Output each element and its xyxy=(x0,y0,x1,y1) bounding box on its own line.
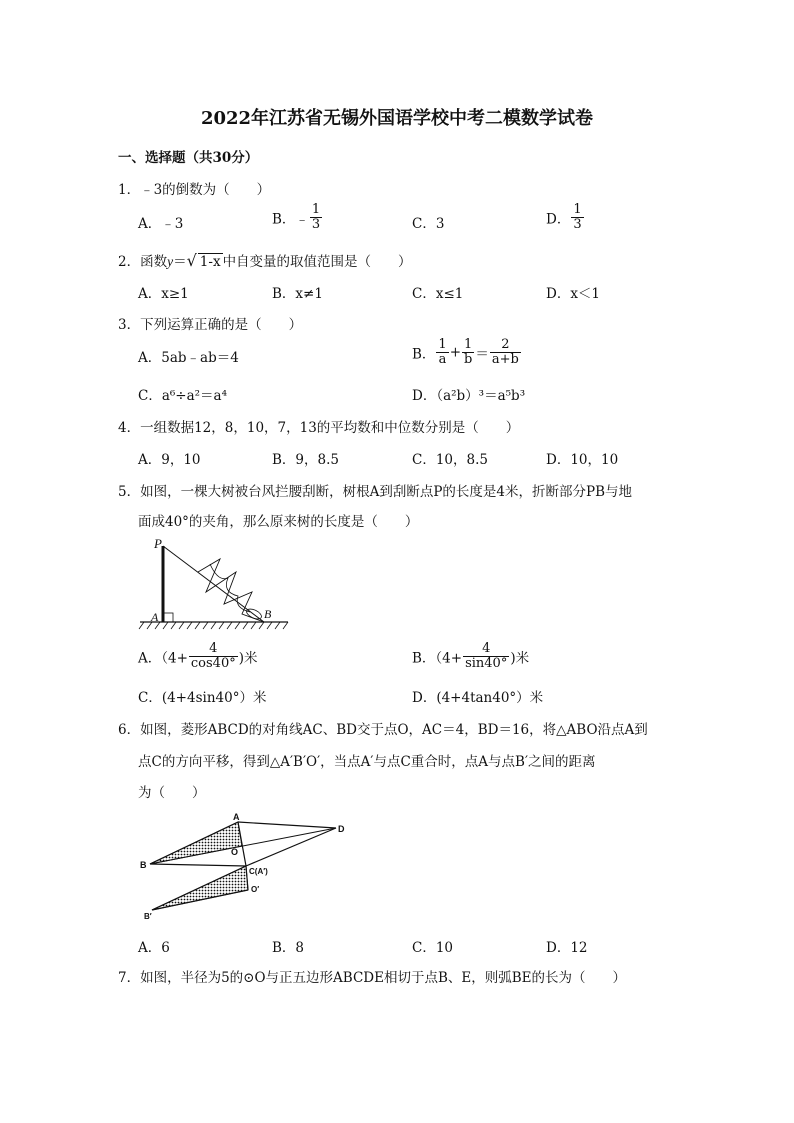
fig5-label-b: B xyxy=(264,607,272,621)
q6-option-d: D．12 xyxy=(546,940,588,956)
q1-b-fraction: $\frac{1}{3}$ xyxy=(311,202,321,232)
question-5-line1: 5．如图，一棵大树被台风拦腰刮断，树根A到刮断点P的长度是4米，折断部分PB与地 xyxy=(118,484,633,500)
fig6-label-o: O xyxy=(231,847,239,857)
q1-option-b: B．﹣ $\frac{1}{3}$ xyxy=(272,202,321,232)
q2-option-d: D．x＜1 xyxy=(546,286,601,302)
q1-d-fraction: $\frac{1}{3}$ xyxy=(573,202,582,232)
page-title: 2022年江苏省无锡外国语学校中考二模数学试卷 xyxy=(200,108,594,129)
q2-option-a: A．x≥1 xyxy=(138,286,189,302)
fig5-label-p: P xyxy=(154,536,162,551)
q2-option-b: B．x≠1 xyxy=(272,286,323,302)
q4-option-d: D．10，10 xyxy=(546,452,619,468)
question-2-stem: 2．函数y＝√ 1-x 中自变量的取值范围是（ ） xyxy=(118,251,412,270)
q5-option-a: A．（4+ $\frac{4}{\cos 40^\circ}$ )米 xyxy=(138,641,258,671)
q4-option-b: B．9，8.5 xyxy=(272,452,339,468)
q4-option-c: C．10，8.5 xyxy=(412,452,488,468)
q6-option-a: A．6 xyxy=(138,940,170,956)
q1-option-c: C．3 xyxy=(412,216,445,232)
q1-option-a: A．﹣3 xyxy=(138,216,184,232)
broken-tree-diagram xyxy=(138,534,292,634)
q1-option-d: D． $\frac{1}{3}$ xyxy=(546,202,582,232)
question-6-line1: 6．如图，菱形ABCD的对角线AC、BD交于点O，AC＝4，BD＝16，将△ABO沿点A到 xyxy=(118,722,648,738)
question-6-line3: 为（ ） xyxy=(138,785,206,801)
q6-option-c: C．10 xyxy=(412,940,454,956)
question-1-stem: 1．﹣3的倒数为（ ） xyxy=(118,182,271,198)
q3-option-c: C．a⁶÷a²＝a⁴ xyxy=(138,388,228,404)
q4-option-a: A．9，10 xyxy=(138,452,201,468)
q2-radicand: 1-x xyxy=(199,254,221,270)
fig6-label-a: A xyxy=(233,812,240,822)
question-7-stem: 7．如图，半径为5的⊙O与正五边形ABCDE相切于点B、E，则弧BE的长为（ ） xyxy=(118,970,627,986)
question-6-line2: 点C的方向平移，得到△A′B′O′，当点A′与点C重合时，点A与点B′之间的距离 xyxy=(138,754,596,770)
q3-option-a: A．5ab﹣ab＝4 xyxy=(138,350,239,366)
q3-option-d: D．（a²b）³＝a⁵b³ xyxy=(412,388,526,404)
fig6-label-b: B xyxy=(140,860,147,870)
q3-option-b: B． $\frac{1}{a}$ + $\frac{1}{b}$ ＝ $\frac{2}{a+b}$ xyxy=(412,337,519,367)
section-heading: 一、选择题（共30分） xyxy=(118,150,259,166)
q5-option-d: D．(4+4tan40°）米 xyxy=(412,690,544,706)
q6-option-b: B．8 xyxy=(272,940,305,956)
q5-option-c: C．(4+4sin40°）米 xyxy=(138,690,267,706)
fig6-label-d: D xyxy=(338,824,345,834)
fig6-label-ca: C(A′) xyxy=(249,867,268,876)
q5-option-b: B．（4+ $\frac{4}{\sin 40^\circ}$ )米 xyxy=(412,641,530,671)
q2-option-c: C．x≤1 xyxy=(412,286,464,302)
question-4-stem: 4．一组数据12，8，10，7，13的平均数和中位数分别是（ ） xyxy=(118,420,520,436)
rhombus-translation-diagram xyxy=(138,808,360,920)
question-5-line2: 面成40°的夹角，那么原来树的长度是（ ） xyxy=(138,514,419,530)
fig6-label-b-prime: B′ xyxy=(144,912,152,920)
question-3-stem: 3．下列运算正确的是（ ） xyxy=(118,317,303,333)
fig5-label-a: A xyxy=(151,610,159,624)
fig6-label-o-prime: O′ xyxy=(251,885,260,894)
